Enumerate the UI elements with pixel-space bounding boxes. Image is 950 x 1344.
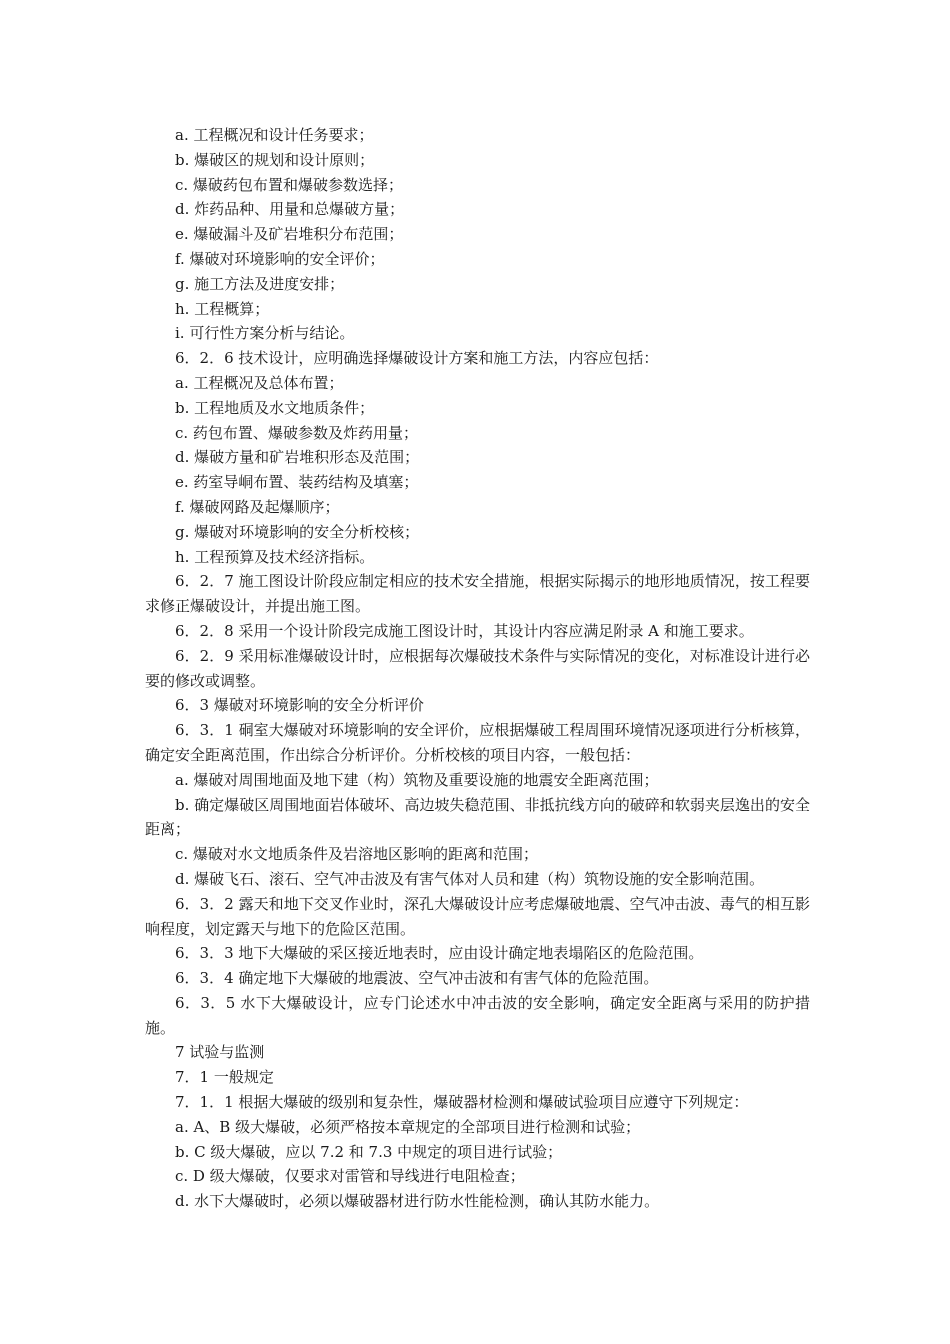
clause-paragraph: 6．2．8 采用一个设计阶段完成施工图设计时，其设计内容应满足附录 A 和施工要求。 bbox=[175, 621, 754, 640]
list-item: h. 工程概算； bbox=[175, 299, 270, 318]
clause-paragraph: 6．2．7 施工图设计阶段应制定相应的技术安全措施，根据实际揭示的地形地质情况，按工程要求修正爆破设计，并提出施工图。 bbox=[145, 572, 810, 616]
clause-paragraph: 6．2．9 采用标准爆破设计时，应根据每次爆破技术条件与实际情况的变化，对标准设计进行必要的修改或调整。 bbox=[145, 646, 810, 690]
list-item: f. 爆破网路及起爆顺序； bbox=[175, 497, 340, 516]
section-heading: 7．1 一般规定 bbox=[175, 1068, 274, 1087]
list-item: a. 工程概况及总体布置； bbox=[175, 373, 344, 392]
list-item: i. 可行性方案分析与结论。 bbox=[175, 324, 355, 343]
list-item: g. 施工方法及进度安排； bbox=[175, 274, 345, 293]
list-item: e. 药室导峒布置、装药结构及填塞； bbox=[175, 473, 419, 492]
list-item: c. 爆破药包布置和爆破参数选择； bbox=[175, 175, 403, 194]
list-item: f. 爆破对环境影响的安全评价； bbox=[175, 249, 385, 268]
list-item: b. 工程地质及水文地质条件； bbox=[175, 398, 375, 417]
clause-paragraph: 7．1．1 根据大爆破的级别和复杂性，爆破器材检测和爆破试验项目应遵守下列规定： bbox=[175, 1093, 749, 1112]
list-item: d. 炸药品种、用量和总爆破方量； bbox=[175, 200, 405, 219]
list-item: b. 爆破区的规划和设计原则； bbox=[175, 150, 375, 169]
clause-paragraph: 6．3．3 地下大爆破的采区接近地表时，应由设计确定地表塌陷区的危险范围。 bbox=[175, 944, 704, 963]
list-item: d. 爆破飞石、滚石、空气冲击波及有害气体对人员和建（构）筑物设施的安全影响范围。 bbox=[175, 869, 765, 888]
list-item: c. 爆破对水文地质条件及岩溶地区影响的距离和范围； bbox=[175, 845, 538, 864]
clause-paragraph: 6．3．4 确定地下大爆破的地震波、空气冲击波和有害气体的危险范围。 bbox=[175, 969, 659, 988]
clause-paragraph: 6．3．2 露天和地下交叉作业时，深孔大爆破设计应考虑爆破地震、空气冲击波、毒气的相互影响程度，划定露天与地下的危险区范围。 bbox=[145, 894, 810, 938]
clause-paragraph: 6．3．5 水下大爆破设计，应专门论述水中冲击波的安全影响，确定安全距离与采用的防护措施。 bbox=[145, 993, 810, 1037]
list-item: a. 工程概况和设计任务要求； bbox=[175, 126, 374, 144]
list-item: c. D 级大爆破，仅要求对雷管和导线进行电阻检查； bbox=[175, 1167, 525, 1186]
list-item: b. C 级大爆破，应以 7.2 和 7.3 中规定的项目进行试验； bbox=[175, 1142, 563, 1161]
list-item: c. 药包布置、爆破参数及炸药用量； bbox=[175, 423, 418, 442]
chapter-heading: 7 试验与监测 bbox=[175, 1043, 265, 1062]
document-page bbox=[145, 123, 810, 1214]
clause-heading: 6．2．6 技术设计，应明确选择爆破设计方案和施工方法，内容应包括： bbox=[175, 349, 659, 368]
list-item: d. 水下大爆破时，必须以爆破器材进行防水性能检测，确认其防水能力。 bbox=[175, 1192, 660, 1211]
list-item: h. 工程预算及技术经济指标。 bbox=[175, 547, 375, 566]
list-item: e. 爆破漏斗及矿岩堆积分布范围； bbox=[175, 225, 404, 244]
list-item: a. 爆破对周围地面及地下建（构）筑物及重要设施的地震安全距离范围； bbox=[175, 770, 659, 789]
list-item: g. 爆破对环境影响的安全分析校核； bbox=[175, 522, 420, 541]
clause-paragraph: 6．3．1 硐室大爆破对环境影响的安全评价，应根据爆破工程周围环境情况逐项进行分析核算，确定安全距离范围，作出综合分析评价。分析校核的项目内容，一般包括： bbox=[145, 721, 810, 764]
section-heading: 6．3 爆破对环境影响的安全分析评价 bbox=[175, 696, 424, 715]
list-item: b. 确定爆破区周围地面岩体破坏、高边坡失稳范围、非抵抗线方向的破碎和软弱夹层逸出的安全距离； bbox=[145, 795, 810, 839]
list-item: a. A、B 级大爆破，必须严格按本章规定的全部项目进行检测和试验； bbox=[175, 1117, 641, 1136]
list-item: d. 爆破方量和矿岩堆积形态及范围； bbox=[175, 448, 420, 467]
